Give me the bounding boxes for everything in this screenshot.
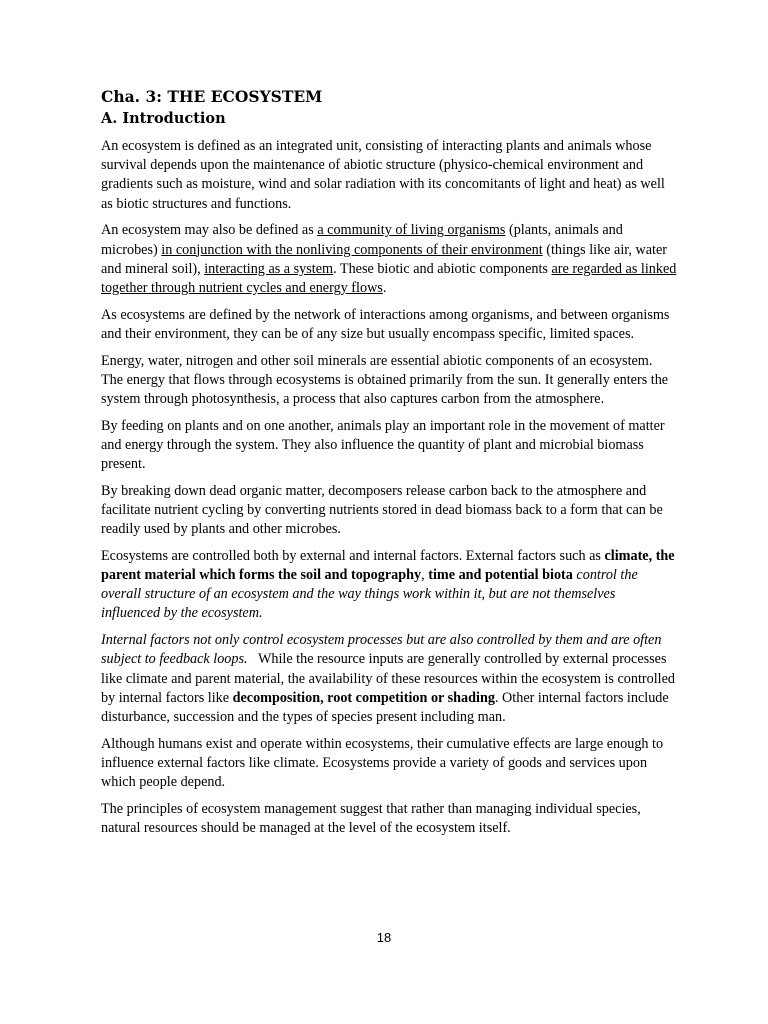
- text-run: ,: [421, 567, 429, 584]
- text-run: Ecosystems are controlled both by external and internal factors. External factors such as: [101, 547, 605, 564]
- chapter-title: Cha. 3: THE ECOSYSTEM: [101, 87, 323, 106]
- italic-phrase: Internal factors not only control ecosystem processes but are also controlled by them and are often subject to feedback loops.: [101, 632, 662, 668]
- bold-phrase: climate, the parent material which forms the soil and topography: [101, 547, 675, 584]
- paragraph-decomposers: By breaking down dead organic matter, decomposers release carbon back to the atmosphere and facilitate nutrient cycling by converting nutrients stored in dead biomass back to a form that can be readily used by plants and other microbes.: [101, 482, 663, 538]
- bold-phrase: decomposition, root competition or shading: [232, 689, 495, 706]
- page-content: [101, 86, 677, 846]
- text-run: (plants, animals and microbes): [101, 222, 623, 258]
- paragraph-animals: By feeding on plants and on one another, animals play an important role in the movement of matter and energy through the system. They also influence the quantity of plant and microbial biomass present.: [101, 417, 665, 473]
- paragraph-alternative-definition: [101, 221, 677, 298]
- text-run: .: [382, 279, 387, 296]
- paragraph-external-factors: [101, 547, 677, 624]
- text-run: An ecosystem may also be defined as: [101, 222, 318, 239]
- underlined-phrase: in conjunction with the nonliving components of their environment: [161, 241, 543, 258]
- underlined-phrase: a community of living organisms: [317, 222, 506, 239]
- section-title: A. Introduction: [101, 110, 226, 127]
- bold-phrase: time and potential biota: [428, 567, 573, 584]
- paragraph-management: The principles of ecosystem management suggest that rather than managing individual species, natural resources should be managed at the level of the ecosystem itself.: [101, 800, 641, 836]
- page-number: 18: [376, 930, 392, 945]
- underlined-phrase: are regarded as linked together through nutrient cycles and energy flows: [101, 260, 677, 296]
- text-run: (things like air, water and mineral soil),: [101, 241, 668, 277]
- italic-phrase: control the overall structure of an ecosystem and the way things work within it, but are not themselves influenced by the ecosystem.: [101, 567, 638, 622]
- paragraph-definition: An ecosystem is defined as an integrated unit, consisting of interacting plants and animals whose survival depends upon the maintenance of abiotic structure (physico-chemical environment and gradients such as moisture, wind and solar radiation with its concomitants of light and heat) as well as biotic structures and functions.: [101, 138, 665, 212]
- paragraph-internal-factors: [101, 631, 677, 727]
- text-run: . Other internal factors include disturbance, succession and the types of species present including man.: [101, 689, 669, 725]
- text-run: While the resource inputs are generally controlled by external processes like climate and parent material, the availability of these resources within the ecosystem is controlled by internal factors like: [101, 651, 679, 706]
- paragraph-energy: Energy, water, nitrogen and other soil minerals are essential abiotic components of an ecosystem. The energy that flows through ecosystems is obtained primarily from the sun. It generally enters the system through photosynthesis, a process that also captures carbon from the atmosphere.: [101, 352, 669, 407]
- text-run: . These biotic and abiotic components: [333, 260, 552, 277]
- paragraph-humans: Although humans exist and operate within ecosystems, their cumulative effects are large enough to influence external factors like climate. Ecosystems provide a variety of goods and services upon which people depend.: [101, 735, 664, 791]
- paragraph-network: As ecosystems are defined by the network of interactions among organisms, and between organisms and their environment, they can be of any size but usually encompass specific, limited spaces.: [101, 306, 670, 342]
- underlined-phrase: interacting as a system: [204, 260, 334, 277]
